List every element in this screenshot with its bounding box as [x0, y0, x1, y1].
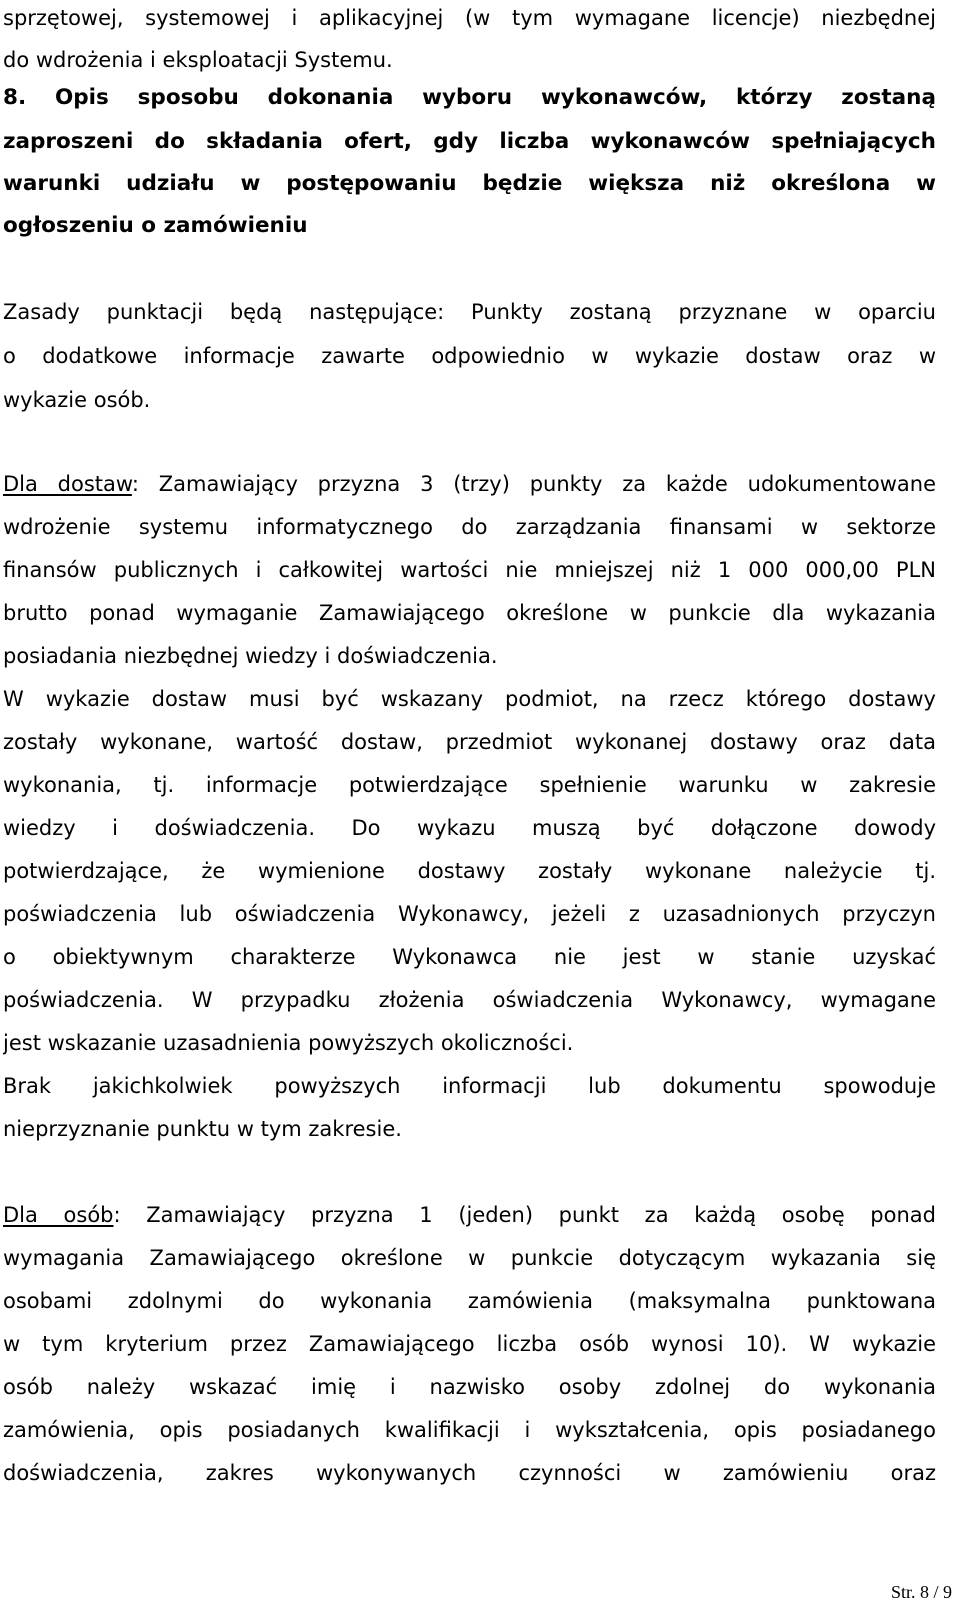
persons-first-line-text: : Zamawiający przyzna 1 (jeden) punkt za każdą osobę ponad — [113, 1203, 936, 1227]
intro-line: do wdrożenia i eksploatacji Systemu. — [3, 48, 393, 72]
scoring-line: o dodatkowe informacje zawarte odpowiednio w wykazie dostaw oraz w — [3, 344, 936, 368]
deliveries-first-line — [3, 462, 936, 506]
deliveries-line: posiadania niezbędnej wiedzy i doświadczenia. — [3, 644, 498, 668]
scoring-line: Zasady punktacji będą następujące: Punkty zostaną przyznane w oparciu — [3, 300, 936, 324]
deliveries-line: wiedzy i doświadczenia. Do wykazu muszą być dołączone dowody — [3, 816, 936, 840]
section-heading-line: warunki udziału w postępowaniu będzie większa niż określona w — [3, 171, 936, 196]
deliveries-line: brutto ponad wymaganie Zamawiającego określone w punkcie dla wykazania — [3, 601, 936, 625]
deliveries-line: wdrożenie systemu informatycznego do zarządzania finansami w sektorze — [3, 515, 936, 539]
page-number: Str. 8 / 9 — [890, 1582, 952, 1602]
deliveries-line: finansów publicznych i całkowitej wartości nie mniejszej niż 1 000 000,00 PLN — [3, 558, 936, 582]
section-heading-line: 8. Opis sposobu dokonania wyboru wykonawców, którzy zostaną — [3, 85, 936, 110]
deliveries-line: wykonania, tj. informacje potwierdzające spełnienie warunku w zakresie — [3, 773, 936, 797]
scoring-line: wykazie osób. — [3, 388, 151, 412]
deliveries-line: potwierdzające, że wymienione dostawy zostały wykonane należycie tj. — [3, 859, 936, 883]
persons-line: zamówienia, opis posiadanych kwalifikacji i wykształcenia, opis posiadanego — [3, 1418, 936, 1442]
deliveries-line: W wykazie dostaw musi być wskazany podmiot, na rzecz którego dostawy — [3, 687, 936, 711]
deliveries-line: nieprzyznanie punktu w tym zakresie. — [3, 1117, 402, 1141]
persons-line: w tym kryterium przez Zamawiającego liczba osób wynosi 10). W wykazie — [3, 1332, 936, 1356]
deliveries-line: jest wskazanie uzasadnienia powyższych okoliczności. — [3, 1031, 574, 1055]
persons-label: Dla osób — [3, 1203, 114, 1227]
section-heading-line: ogłoszeniu o zamówieniu — [3, 213, 308, 238]
deliveries-line: zostały wykonane, wartość dostaw, przedmiot wykonanej dostawy oraz data — [3, 730, 936, 754]
intro-line: sprzętowej, systemowej i aplikacyjnej (w tym wymagane licencje) niezbędnej — [3, 6, 936, 30]
deliveries-line: poświadczenia. W przypadku złożenia oświadczenia Wykonawcy, wymagane — [3, 988, 936, 1012]
section-heading-line: zaproszeni do składania ofert, gdy liczba wykonawców spełniających — [3, 129, 936, 154]
persons-line: doświadczenia, zakres wykonywanych czynności w zamówieniu oraz — [3, 1461, 936, 1485]
persons-line: wymagania Zamawiającego określone w punkcie dotyczącym wykazania się — [3, 1246, 936, 1270]
persons-line: osób należy wskazać imię i nazwisko osoby zdolnej do wykonania — [3, 1375, 936, 1399]
deliveries-line: Brak jakichkolwiek powyższych informacji lub dokumentu spowoduje — [3, 1074, 936, 1098]
deliveries-line: o obiektywnym charakterze Wykonawca nie jest w stanie uzyskać — [3, 945, 936, 969]
persons-first-line — [3, 1193, 936, 1237]
deliveries-line: poświadczenia lub oświadczenia Wykonawcy, jeżeli z uzasadnionych przyczyn — [3, 902, 936, 926]
persons-line: osobami zdolnymi do wykonania zamówienia (maksymalna punktowana — [3, 1289, 936, 1313]
deliveries-first-line-text: : Zamawiający przyzna 3 (trzy) punkty za każde udokumentowane — [131, 472, 936, 496]
deliveries-label: Dla dostaw — [3, 472, 132, 496]
